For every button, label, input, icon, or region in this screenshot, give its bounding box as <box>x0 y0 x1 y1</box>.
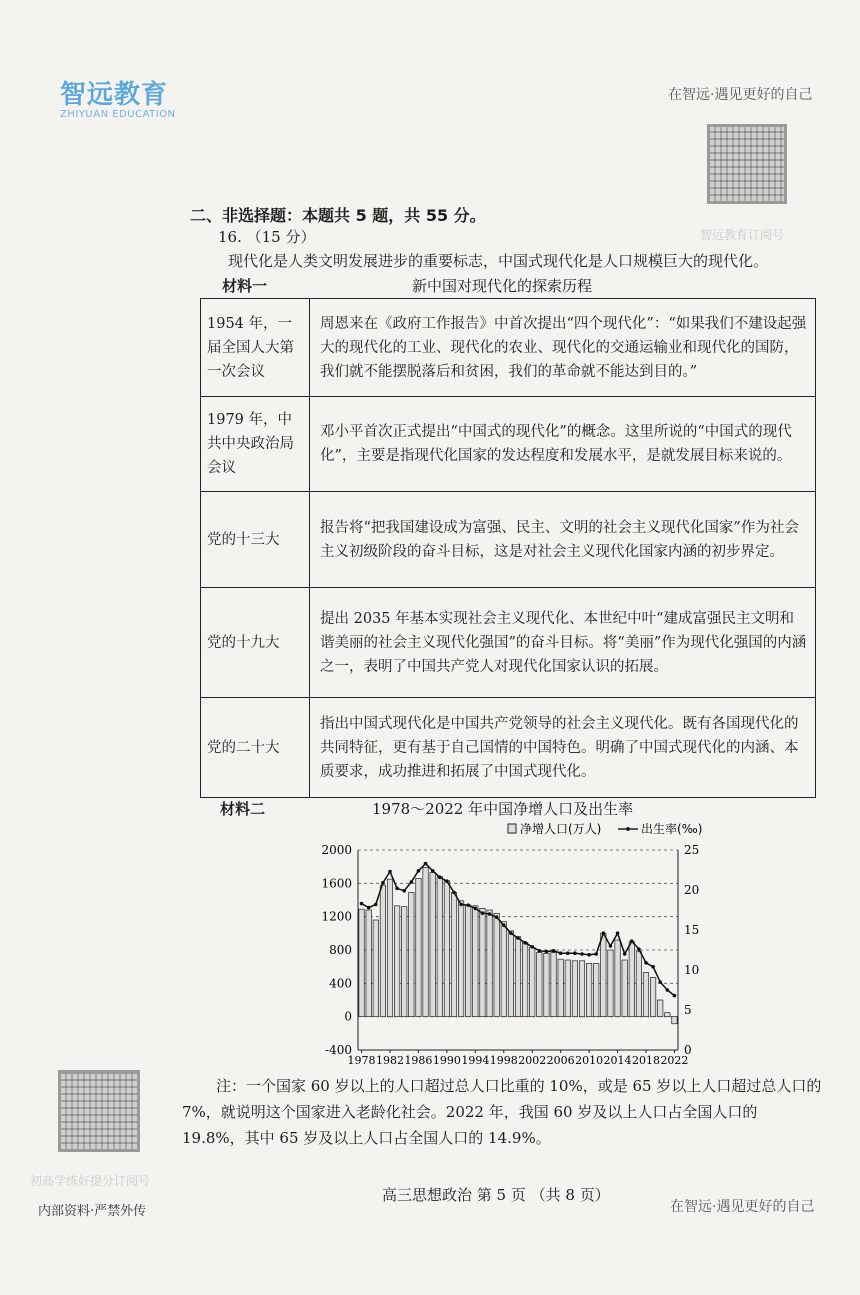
chart-bar <box>380 885 385 1017</box>
chart-bar <box>437 877 442 1017</box>
chart-bar <box>423 868 428 1017</box>
table-row <box>201 588 816 698</box>
birth-rate-point <box>495 915 499 919</box>
birth-rate-point <box>538 949 542 953</box>
chart-bar <box>594 963 599 1016</box>
chart-bar <box>487 910 492 1017</box>
chart-bar <box>515 937 520 1017</box>
chart-bar <box>494 913 499 1016</box>
birth-rate-point <box>580 952 584 956</box>
chart-bar <box>473 906 478 1017</box>
birth-rate-point <box>516 936 520 940</box>
birth-rate-point <box>651 965 655 969</box>
y-left-tick-label: 0 <box>344 1009 352 1024</box>
chart-bar <box>416 878 421 1016</box>
birth-rate-point <box>602 931 606 935</box>
qr-code-icon <box>58 1070 140 1152</box>
birth-rate-point <box>502 923 506 927</box>
x-tick-label: 2006 <box>546 1054 575 1067</box>
chart-title: 1978～2022 年中国净增人口及出生率 <box>372 800 634 818</box>
qr-caption-left: 初高学练好提分订阅号 <box>30 1174 151 1188</box>
x-tick-label: 2022 <box>660 1054 689 1067</box>
birth-rate-point <box>673 994 677 998</box>
chart-bar <box>451 893 456 1017</box>
chart-bar <box>537 953 542 1017</box>
x-tick-label: 2018 <box>632 1054 660 1067</box>
chart-bar <box>466 905 471 1017</box>
y-right-tick-label: 5 <box>684 1003 692 1017</box>
chart-bar <box>629 942 634 1017</box>
chart-bar <box>579 961 584 1017</box>
x-tick-label: 1998 <box>489 1054 518 1067</box>
chart-bar <box>480 908 485 1016</box>
chart-bar <box>530 948 535 1017</box>
chart-bar <box>409 893 414 1017</box>
page-footer: 高三思想政治 第 5 页 （共 8 页） <box>382 1186 610 1204</box>
birth-rate-point <box>509 931 513 935</box>
y-left-tick-label: 2000 <box>321 843 352 857</box>
birth-rate-point <box>410 880 414 884</box>
birth-rate-point <box>666 988 670 992</box>
y-right-tick-label: 15 <box>684 923 700 937</box>
chart-bar <box>572 961 577 1017</box>
content-cell: 提出 2035 年基本实现社会主义现代化、本世纪中叶“建成富强民主文明和谐美丽的社会主义现代化强国”的奋斗目标。将“美丽”作为现代化强国的内涵之一，表明了中国共产党人对现代化国家认识的拓展。 <box>310 588 816 698</box>
content-cell: 报告将“把我国建设成为富强、民主、文明的社会主义现代化国家”作为社会主义初级阶段的奋斗目标，这是对社会主义现代化国家内涵的初步界定。 <box>310 492 816 588</box>
chart-bar <box>650 978 655 1017</box>
chart-bar <box>658 1000 663 1017</box>
brand-logo <box>60 74 176 120</box>
footer-slogan: 在智远·遇见更好的自己 <box>670 1199 815 1215</box>
y-left-tick-label: -400 <box>325 1043 352 1057</box>
chart-bar <box>551 953 556 1017</box>
chart-bar <box>444 881 449 1017</box>
birth-rate-point <box>488 912 492 916</box>
table-row <box>201 492 816 588</box>
legend-line-marker <box>626 827 630 831</box>
birth-rate-point <box>609 944 613 948</box>
chart-bar <box>665 1013 670 1017</box>
birth-rate-point <box>623 952 627 956</box>
content-cell: 邓小平首次正式提出“中国式的现代化”的概念。这里所说的“中国式的现代化”，主要是指现代化国家的发达程度和发展水平，是就发展目标来说的。 <box>310 397 816 492</box>
birth-rate-point <box>395 887 399 891</box>
x-tick-label: 1982 <box>376 1054 404 1067</box>
birth-rate-point <box>616 931 620 935</box>
birth-rate-point <box>466 903 470 907</box>
birth-rate-point <box>367 906 371 910</box>
birth-rate-point <box>530 945 534 949</box>
birth-rate-point <box>438 875 442 879</box>
x-tick-label: 2010 <box>575 1054 604 1067</box>
chart-bar <box>373 920 378 1017</box>
history-table <box>200 298 816 798</box>
birth-rate-point <box>474 907 478 911</box>
birth-rate-point <box>545 950 549 954</box>
section-title: 二、非选择题：本题共 5 题，共 55 分。 <box>190 206 486 225</box>
y-right-tick-label: 10 <box>684 963 700 977</box>
birth-rate-point <box>417 869 421 873</box>
question-number: 16. （15 分） <box>218 228 316 246</box>
chart-bar <box>522 943 527 1017</box>
x-tick-label: 1986 <box>404 1054 433 1067</box>
birth-rate-point <box>481 911 485 915</box>
chart-legend <box>508 821 702 836</box>
population-chart <box>300 818 720 1068</box>
header-slogan: 在智远·遇见更好的自己 <box>668 87 813 103</box>
event-cell: 党的十三大 <box>201 492 310 588</box>
y-left-tick-label: 400 <box>329 976 352 991</box>
birth-rate-point <box>552 949 556 953</box>
qr-caption-right: 智远教育订阅号 <box>700 228 785 242</box>
question-intro: 现代化是人类文明发展进步的重要标志，中国式现代化是人口规模巨大的现代化。 <box>228 252 769 270</box>
chart-bar <box>430 873 435 1017</box>
birth-rate-point <box>374 903 378 907</box>
event-cell: 党的二十大 <box>201 698 310 798</box>
birth-rate-point <box>381 881 385 885</box>
content-cell: 指出中国式现代化是中国共产党领导的社会主义现代化。既有各国现代化的共同特征，更有基于自己国情的中国特色。明确了中国式现代化的内涵、本质要求，成功推进和拓展了中国式现代化。 <box>310 698 816 798</box>
chart-bar <box>586 963 591 1016</box>
y-right-tick-label: 0 <box>684 1043 692 1057</box>
event-cell: 党的十九大 <box>201 588 310 698</box>
y-left-tick-label: 800 <box>329 943 352 957</box>
birth-rate-point <box>566 951 570 955</box>
y-right-tick-label: 20 <box>684 883 700 897</box>
birth-rate-point <box>445 879 449 883</box>
birth-rate-point <box>523 941 527 945</box>
birth-rate-point <box>424 862 428 866</box>
logo-text: 智远教育 <box>60 80 169 110</box>
x-tick-label: 1978 <box>347 1054 376 1067</box>
material1-title: 新中国对现代化的探索历程 <box>412 277 593 295</box>
birth-rate-point <box>360 902 364 906</box>
chart-bar <box>615 940 620 1017</box>
birth-rate-point <box>388 870 392 874</box>
birth-rate-point <box>637 947 641 951</box>
x-tick-label: 2002 <box>518 1054 547 1067</box>
birth-rate-point <box>644 961 648 965</box>
event-cell: 1979 年，中共中央政治局会议 <box>201 397 310 492</box>
material1-label: 材料一 <box>222 277 268 295</box>
chart-bar <box>387 879 392 1017</box>
qr-code-icon <box>707 124 787 204</box>
chart-bar <box>366 910 371 1017</box>
content-cell: 周恩来在《政府工作报告》中首次提出“四个现代化”：“如果我们不建设起强大的现代化的工业、现代化的农业、现代化的交通运输业和现代化的国防，我们就不能摆脱落后和贫困，我们的革命就不能达到目的。” <box>310 299 816 397</box>
birth-rate-point <box>559 951 563 955</box>
birth-rate-point <box>573 951 577 955</box>
footer-left-note: 内部资料·严禁外传 <box>38 1204 147 1219</box>
birth-rate-point <box>587 953 591 957</box>
logo-subtext: ZHIYUAN EDUCATION <box>60 109 176 120</box>
table-row <box>201 698 816 798</box>
chart-bar <box>558 959 563 1017</box>
chart-bar <box>636 952 641 1017</box>
x-tick-label: 1994 <box>461 1054 490 1067</box>
birth-rate-point <box>431 869 435 873</box>
legend-label-line: 出生率(‰) <box>641 822 703 836</box>
chart-bar <box>501 922 506 1017</box>
chart-bar <box>672 1017 677 1024</box>
chart-bar <box>359 909 364 1016</box>
chart-bar <box>622 960 627 1017</box>
chart-bar <box>508 931 513 1017</box>
material2-label: 材料二 <box>220 800 266 818</box>
chart-bar <box>402 907 407 1017</box>
chart-bar <box>458 901 463 1017</box>
birth-rate-point <box>452 891 456 895</box>
chart-bar <box>394 906 399 1017</box>
x-tick-label: 2014 <box>603 1054 632 1067</box>
legend-bar-swatch <box>508 824 516 833</box>
y-left-tick-label: 1200 <box>321 909 352 924</box>
birth-rate-point <box>402 889 406 893</box>
note-text: 注：一个国家 60 岁以上的人口超过总人口比重的 10%，或是 65 岁以上人口超过总人口的 7%，就说明这个国家进入老龄化社会。2022 年，我国 60 岁及以上人口占全国人口的 19.8%，其中 65 岁及以上人口占全国人口的 14.9%。 <box>182 1077 822 1147</box>
y-right-tick-label: 25 <box>684 843 700 857</box>
chart-bar <box>601 933 606 1016</box>
y-left-tick-label: 1600 <box>321 876 352 891</box>
table-row <box>201 299 816 397</box>
event-cell: 1954 年，一届全国人大第一次会议 <box>201 299 310 397</box>
birth-rate-point <box>658 980 662 984</box>
chart-bar <box>608 950 613 1017</box>
chart-bar <box>565 960 570 1017</box>
birth-rate-point <box>594 952 598 956</box>
table-row <box>201 397 816 492</box>
legend-label-bars: 净增人口(万人) <box>520 822 602 836</box>
chart-bar <box>643 973 648 1017</box>
birth-rate-point <box>459 903 463 907</box>
chart-bar <box>544 953 549 1016</box>
birth-rate-point <box>630 939 634 943</box>
x-tick-label: 1990 <box>432 1054 461 1067</box>
